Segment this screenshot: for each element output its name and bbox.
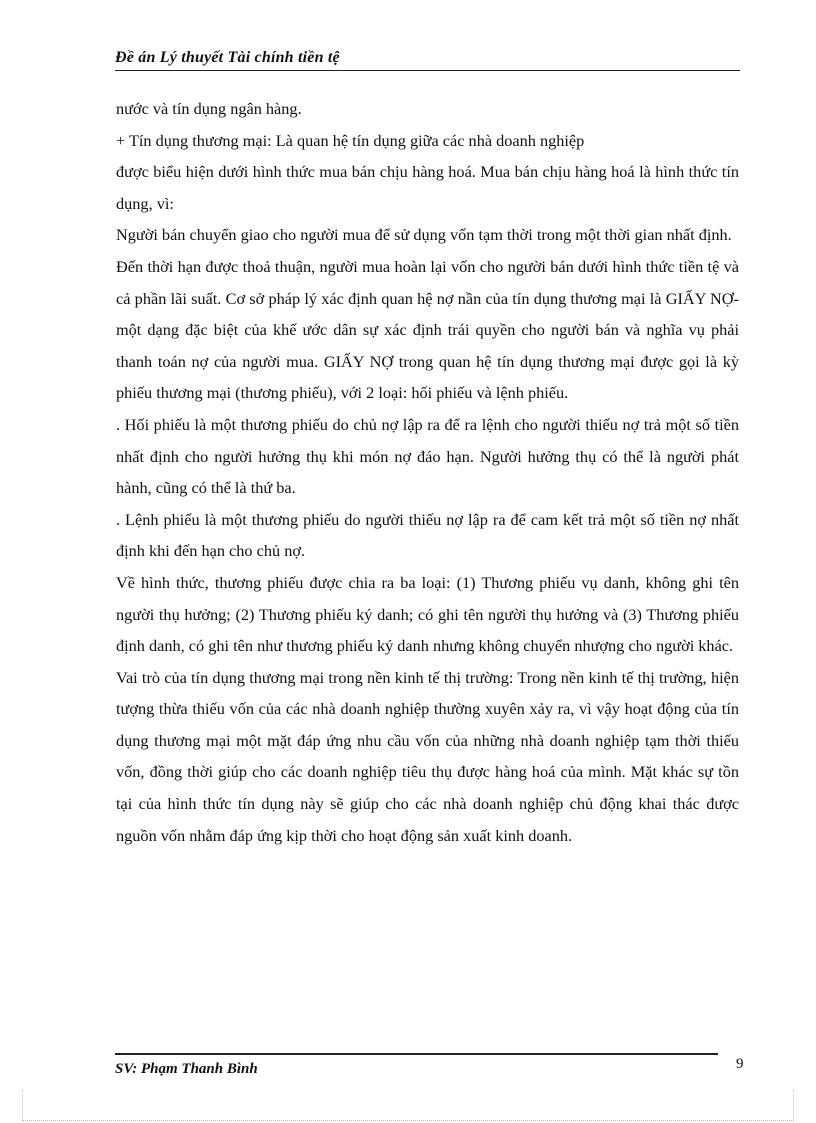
paragraph: . Lệnh phiếu là một thương phiếu do người thiếu nợ lập ra để cam kết trả một số tiền nợ nhất định khi đến hạn cho chủ nợ. bbox=[116, 509, 739, 561]
page-right-border bbox=[793, 1090, 794, 1120]
page-bottom-border bbox=[22, 1120, 794, 1121]
page-footer bbox=[115, 1053, 740, 1079]
paragraph: được biểu hiện dưới hình thức mua bán chịu hàng hoá. Mua bán chịu hàng hoá là hình thức tín dụng, vì: bbox=[116, 162, 739, 213]
paragraph: Đến thời hạn được thoả thuận, người mua hoàn lại vốn cho người bán dưới hình thức tiền tệ và cả phần lãi suất. Cơ sở pháp lý xác định quan hệ nợ nần của tín dụng thương mại là GIẤY NỢ- một dạng đặc biệt của khế ước dân sự xác định trái quyền cho người bán và nghĩa vụ phải thanh toán nợ của người mua. GIẤY NỢ trong quan hệ tín dụng thương mại được gọi là kỳ phiếu thương mại (thương phiếu), với 2 loại: hối phiếu và lệnh phiếu. bbox=[116, 256, 739, 403]
paragraph: nước và tín dụng ngân hàng. bbox=[116, 99, 302, 118]
paragraph: + Tín dụng thương mại: Là quan hệ tín dụng giữa các nhà doanh nghiệp bbox=[116, 130, 585, 150]
author-name: SV: Phạm Thanh Bình bbox=[115, 1061, 258, 1077]
footer-divider bbox=[115, 1053, 718, 1055]
page-header bbox=[115, 48, 740, 71]
document-body bbox=[116, 93, 739, 851]
page-left-border bbox=[22, 1090, 23, 1120]
paragraph: Người bán chuyển giao cho người mua để sử dụng vốn tạm thời trong một thời gian nhất định. bbox=[116, 225, 732, 245]
page-number: 9 bbox=[736, 1056, 744, 1072]
paragraph: Vai trò của tín dụng thương mại trong nền kinh tế thị trường: Trong nền kinh tế thị trường, hiện tượng thừa thiếu vốn của các nhà doanh nghiệp thường xuyên xảy ra, vì vậy hoạt động của tín dụng thương mại một mặt đáp ứng nhu cầu vốn của những nhà doanh nghiệp tạm thời thiếu vốn, đồng thời giúp cho các doanh nghiệp tiêu thụ được hàng hoá của mình. Mặt khác sự tồn tại của hình thức tín dụng này sẽ giúp cho các nhà doanh nghiệp chủ động khai thác được nguồn vốn nhằm đáp ứng kịp thời cho hoạt động sản xuất kinh doanh. bbox=[116, 667, 739, 845]
paragraph: Về hình thức, thương phiếu được chia ra ba loại: (1) Thương phiếu vụ danh, không ghi tên người thụ hưởng; (2) Thương phiếu ký danh; có ghi tên người thụ hưởng và (3) Thương phiếu định danh, có ghi tên như thương phiếu ký danh nhưng không chuyển nhượng cho người khác. bbox=[116, 572, 739, 656]
paragraph: . Hối phiếu là một thương phiếu do chủ nợ lập ra để ra lệnh cho người thiếu nợ trả một số tiền nhất định cho người hưởng thụ khi món nợ đáo hạn. Người hưởng thụ có thể là người phát hành, cũng có thể là thứ ba. bbox=[116, 414, 739, 498]
document-title: Đề án Lý thuyết Tài chính tiền tệ bbox=[115, 49, 340, 66]
